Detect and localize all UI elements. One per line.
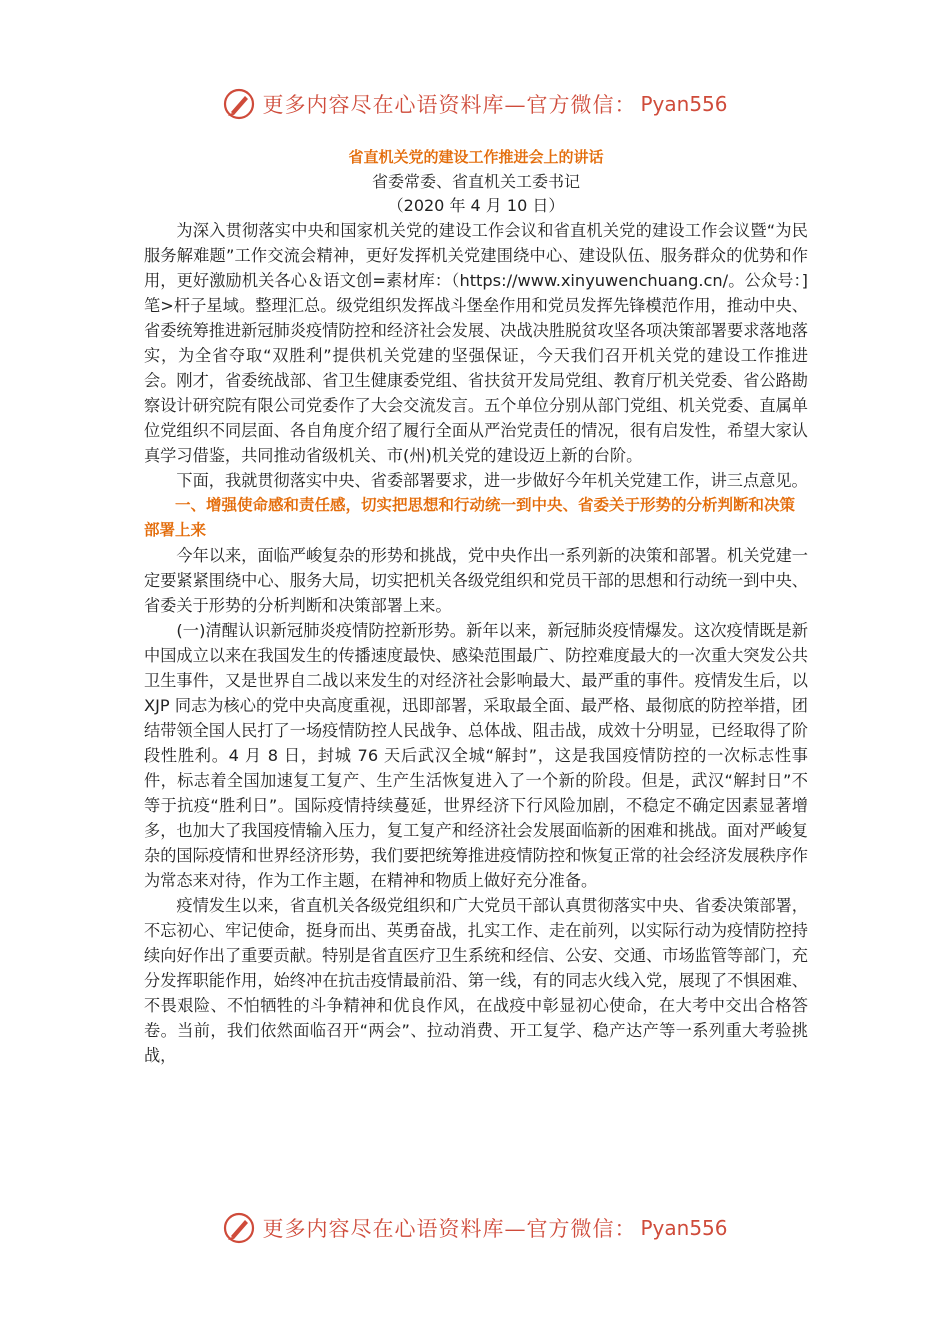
document-subtitle: 省委常委、省直机关工委书记	[371, 172, 580, 191]
paragraph: (一)清醒认识新冠肺炎疫情防控新形势。新年以来，新冠肺炎疫情爆发。这次疫情既是新中国成立以来在我国发生的传播速度最快、感染范围最广、防控难度最大的一次重大突发公共卫生事件，又是世界自二战以来发生的对经济社会影响最大、最严重的事件。疫情发生后，以 XJP 同志为核心的党中央高度重视，迅即部署，采取最全面、最严格、最彻底的防控举措，团结带领全国人民打了一场疫情防控人民战争、总体战、阻击战，成效十分明显，已经取得了阶段性胜利。4 月 8 日，封城 76 天后武汉全城“解封”，这是我国疫情防控的一次标志性事件，标志着全国加速复工复产、生产生活恢复进入了一个新的阶段。但是，武汉“解封日”不等于抗疫“胜利日”。国际疫情持续蔓延，世界经济下行风险加剧，不稳定不确定因素显著增多，也加大了我国疫情输入压力，复工复产和经济社会发展面临新的困难和挑战。面对严峻复杂的国际疫情和世界经济形势，我们要把统筹推进疫情防控和恢复正常的社会经济发展秩序作为常态来对待，作为工作主题，在精神和物质上做好充分准备。	[144, 621, 808, 890]
document-title: 省直机关党的建设工作推进会上的讲话	[348, 148, 604, 166]
section-heading-text: 一、增强使命感和责任感，切实把思想和行动统一到中央、省委关于形势的分析判断和决策部署上来	[144, 496, 796, 539]
banner-text: 更多内容尽在心语资料库—官方微信：	[262, 93, 637, 117]
paragraph: 下面，我就贯彻落实中央、省委部署要求，进一步做好今年机关党建工作，讲三点意见。	[176, 471, 808, 490]
section-heading	[144, 493, 808, 543]
banner-wechat-id: Pyan556	[640, 1216, 728, 1240]
header-banner	[0, 82, 950, 126]
banner-text: 更多内容尽在心语资料库—官方微信：	[262, 1217, 637, 1241]
banner-wechat-id: Pyan556	[640, 92, 728, 116]
document-date: （2020 年 4 月 10 日）	[387, 196, 565, 215]
paragraph: 疫情发生以来，省直机关各级党组织和广大党员干部认真贯彻落实中央、省委决策部署，不忘初心、牢记使命，挺身而出、英勇奋战，扎实工作、走在前列，以实际行动为疫情防控持续向好作出了重要贡献。特别是省直医疗卫生系统和经信、公安、交通、市场监管等部门，充分发挥职能作用，始终冲在抗击疫情最前沿、第一线，有的同志火线入党，展现了不惧困难、不畏艰险、不怕牺牲的斗争精神和优良作风，在战疫中彰显初心使命，在大考中交出合格答卷。当前，我们依然面临召开“两会”、拉动消费、开工复学、稳产达产等一系列重大考验挑战，	[144, 896, 808, 1065]
pen-logo-icon	[222, 87, 256, 121]
document-body	[144, 145, 808, 1068]
pen-logo-icon	[222, 1211, 256, 1245]
footer-banner	[0, 1206, 950, 1250]
paragraph: 为深入贯彻落实中央和国家机关党的建设工作会议和省直机关党的建设工作会议暨“为民服务解难题”工作交流会精神，更好发挥机关党建围绕中心、建设队伍、服务群众的优势和作用，更好激励机关各心＆语文创=素材库：（https://www.xinyuwenchuang.cn/。公众号：]笔>杆子星域。整理汇总。级党组织发挥战斗堡垒作用和党员发挥先锋模范作用，推动中央、省委统筹推进新冠肺炎疫情防控和经济社会发展、决战决胜脱贫攻坚各项决策部署要求落地落实，为全省夺取“双胜利”提供机关党建的坚强保证，今天我们召开机关党的建设工作推进会。刚才，省委统战部、省卫生健康委党组、省扶贫开发局党组、教育厅机关党委、省公路勘察设计研究院有限公司党委作了大会交流发言。五个单位分别从部门党组、机关党委、直属单位党组织不同层面、各自角度介绍了履行全面从严治党责任的情况，很有启发性，希望大家认真学习借鉴，共同推动省级机关、市(州)机关党的建设迈上新的台阶。	[144, 221, 808, 465]
paragraph: 今年以来，面临严峻复杂的形势和挑战，党中央作出一系列新的决策和部署。机关党建一定要紧紧围绕中心、服务大局，切实把机关各级党组织和党员干部的思想和行动统一到中央、省委关于形势的分析判断和决策部署上来。	[144, 546, 808, 615]
